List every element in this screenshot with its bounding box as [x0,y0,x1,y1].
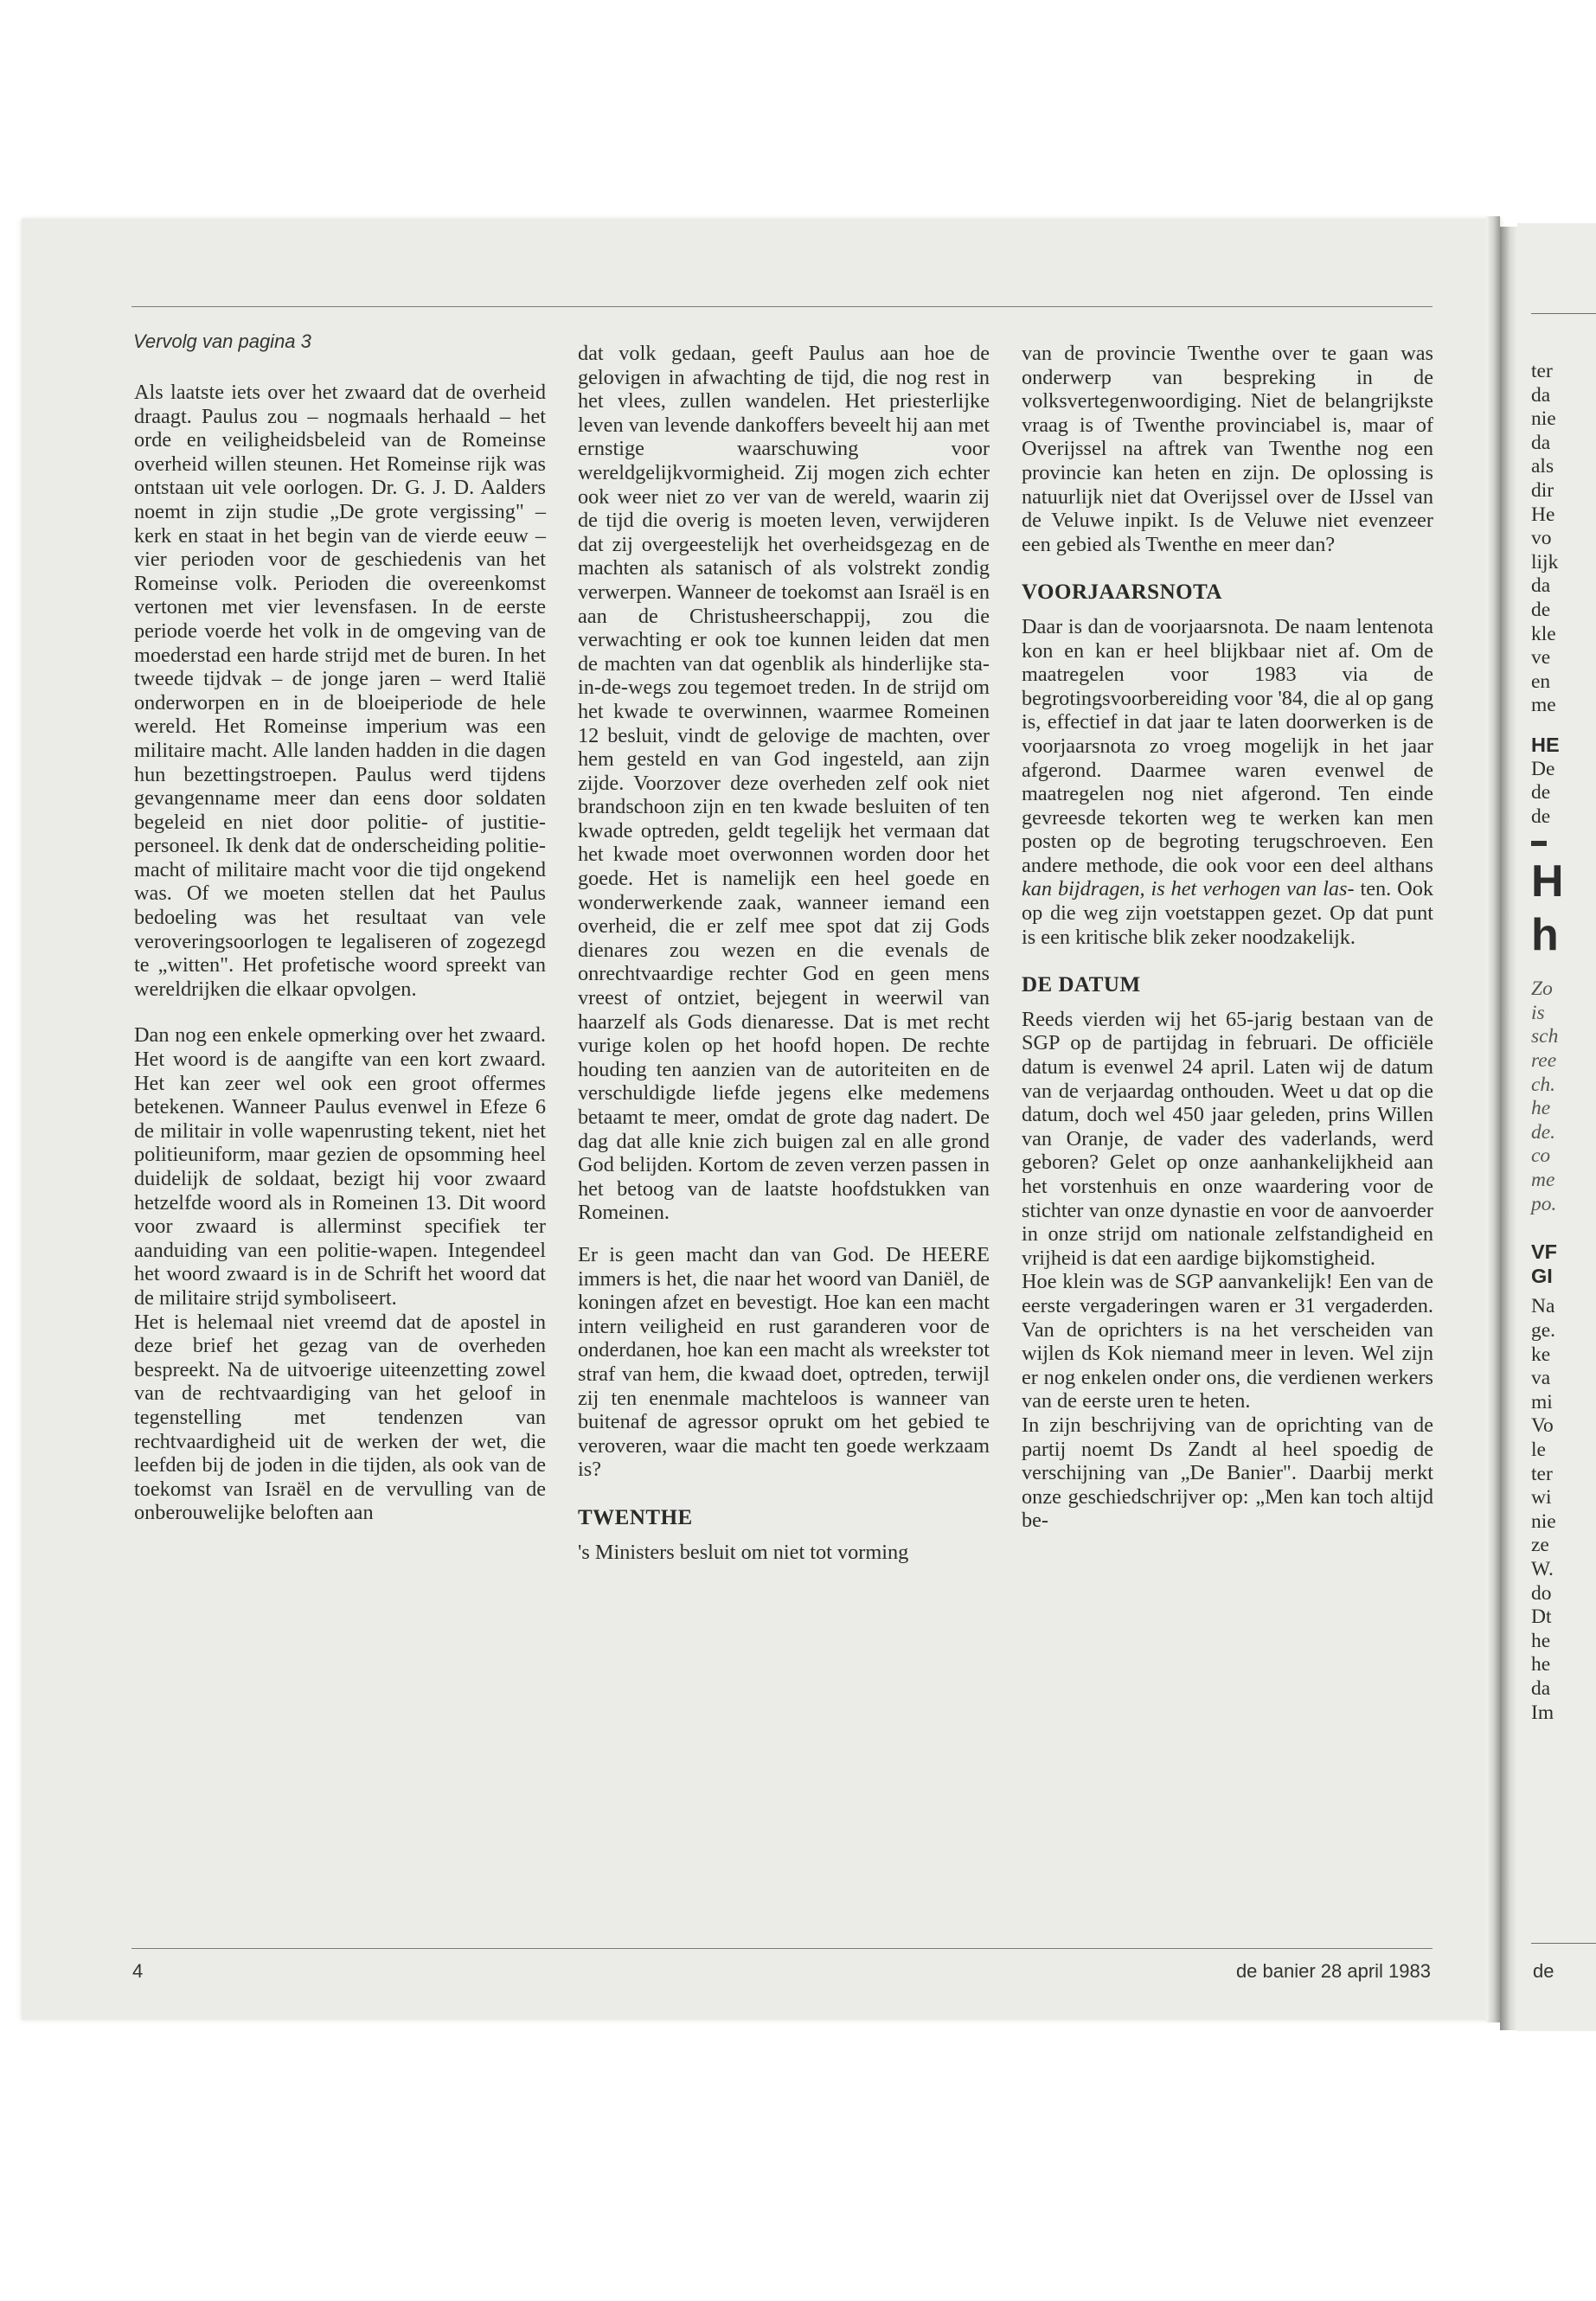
text-fragment: ze [1531,1534,1549,1557]
text-fragment: ter [1531,360,1553,382]
binding-gutter [1500,227,1517,2030]
footer-publication: de banier 28 april 1983 [1235,1960,1431,1982]
next-page-footer-rule [1531,1943,1596,1944]
text-fragment: wi [1531,1486,1552,1509]
continued-from-label: Vervolg van pagina 3 [133,330,311,352]
paragraph: Het is helemaal niet vreemd dat de apostel in deze brief het gezag van de overheden bespreekt. Na de uitvoerige uiteenzetting zowel van de rechtvaardiging van het geloof in tegenstelling met tendenzen van rechtvaardigheid uit de werken der wet, die leefden bij de joden in die tijden, als ook van de toekomst van Israël en de vervulling van de onberouwelijke beloften aan [134,1310,546,1525]
dash-fragment [1531,829,1596,855]
text-fragment: he [1531,1653,1551,1676]
text-fragment: He [1531,503,1555,526]
paragraph: van de provincie Twenthe over te gaan was onderwerp van bespreking in de volksvertegenwoordiging. Niet de belangrijkste vraag is of Twenthe provinciabel is, maar of Overijssel na aftrek van Twenthe nog een provincie kan heten en zijn. De oplossing is natuurlijk niet dat Overijssel over de IJssel van de Veluwe inpikt. Is de Veluwe niet evenzeer een gebied als Twenthe en meer dan? [1022,342,1433,556]
heading-fragment: VF [1531,1240,1558,1264]
text-fragment: de [1531,598,1551,621]
article-column-1 [134,381,546,1543]
italic-fragment: co [1531,1144,1551,1168]
italic-fragment: de. [1531,1120,1556,1144]
page-number: 4 [132,1960,144,1982]
text-fragment: da [1531,431,1551,454]
article-column-2 [578,342,990,1564]
section-heading-twenthe: TWENTHE [578,1505,693,1529]
text-fragment: da [1531,574,1551,598]
paragraph: Hoe klein was de SGP aanvankelijk! Een van de eerste vergaderingen waren er 31 vergaderden. Van de oprichters is na het verscheiden van wijlen ds Kok niemand meer in leven. Wel zijn er nog enkelen onder ons, die verdienen werkers van de eerste uren te heten. [1022,1270,1433,1413]
text-fragment: me [1531,694,1556,717]
paragraph: Er is geen macht dan van God. De HEERE immers is het, die naar het woord van Daniël, de koningen afzet en bevestigt. Hoe kan een macht intern veiligheid en rust garanderen voor de onderdanen, hoe kan een macht als wreekster tot straf van hem, die kwaad doet, optreden, terwijl zij ten enenmale machteloos is wanneer van buitenaf de agressor oprukt om het gebied te veroveren, waar die macht ten goede werkzaam is? [578,1242,990,1482]
text-fragment: va [1531,1367,1551,1390]
text-fragment: De [1531,757,1555,780]
italic-phrase: kan bijdragen, is het verhogen van las- [1022,877,1355,901]
paragraph: Als laatste iets over het zwaard dat de overheid draagt. Paulus zou – nogmaals herhaald – het orde en veiligheidsbeleid van de Romeinse overheid willen steunen. Het Romeinse rijk was ontstaan uit vele oorlogen. Dr. G. J. D. Aalders noemt in zijn studie „De grote vergissing" – kerk en staat in het begin van de vierde eeuw – vier perioden voor de geschiedenis van het Romeinse volk. Perioden die overeenkomst vertonen met vier levensfasen. In de eerste periode voerde het volk in de omgeving van de moederstad een harde strijd met de buren. In het tweede tijdvak – de jonge jaren – werd Italië onderworpen en in de bloeiperiode de hele wereld. Het Romeinse imperium was een militaire macht. Alle landen hadden in die dagen hun bezettingstroepen. Paulus werd tijdens gevangenname meer dan eens door soldaten begeleid en niet door politie- of justitie-personeel. Ik denk dat de onderscheiding politie-macht of militaire macht voor die tijd ongekend was. Of we moeten stellen dat het Paulus bedoeling was het resultaat van vele veroveringsoorlogen te legaliseren of zogezegd te „witten". Het profetische woord spreekt van wereldrijken die elkaar opvolgen. [134,381,546,1001]
text-fragment: dir [1531,478,1554,502]
text-fragment: nie [1531,1509,1556,1533]
header-rule [131,306,1433,307]
text-fragment: ke [1531,1343,1551,1366]
text-fragment: en [1531,670,1551,693]
text-fragment: Dt [1531,1606,1552,1629]
text-fragment: ge. [1531,1319,1556,1342]
headline-fragment: H [1531,856,1564,907]
article-column-3 [1022,342,1433,1533]
paragraph: 's Ministers besluit om niet tot vorming [578,1540,909,1564]
italic-fragment: sch [1531,1025,1559,1048]
italic-fragment: ch. [1531,1073,1556,1096]
text-fragment: he [1531,1629,1551,1652]
text-fragment: de [1531,804,1551,828]
text-fragment: mi [1531,1390,1553,1413]
paragraph [1022,615,1433,949]
page-fold [1486,216,1500,2022]
text-fragment: le [1531,1438,1546,1461]
paragraph: Reeds vierden wij het 65-jarig bestaan van de SGP op de partijdag in februari. De officiële datum is evenwel 24 april. Laten wij de datum van de verjaardag onthouden. Weet u dat op die datum, doch wel 450 jaar geleden, prins Willen van Oranje, de vader des vaderlands, werd geboren? Gelet op onze aanhankelijkheid aan het vorstenhuis en onze waardering voor de stichter van onze dynastie en voor de aanvoerder in onze strijd om nationale zelfstandigheid en vrijheid is dat een aardige bijkomstigheid. [1022,1007,1433,1270]
headline-fragment: h [1531,910,1559,961]
text-fragment: da [1531,383,1551,407]
italic-fragment: me [1531,1169,1555,1192]
text-fragment: do [1531,1581,1552,1605]
paragraph-text: ten. Ook op die weg zijn voetstappen gezet. Op dat punt is een kritische blik zeker noodzakelijk. [1022,877,1433,949]
text-fragment: W. [1531,1557,1554,1580]
paragraph: In zijn beschrijving van de oprichting van de partij noemt Ds Zandt al heel spoedig de verschijning van „De Banier". Daarbij merkt onze geschiedschrijver op: „Men kan toch altijd be- [1022,1413,1433,1533]
next-page-fragment [1517,223,1596,2031]
paragraph: dat volk gedaan, geeft Paulus aan hoe de gelovigen in afwachting de tijd, die nog rest in het vlees, zullen wandelen. Het priesterlijke leven van levende dankoffers beveelt hij aan met ernstige waarschuwing voor wereldgelijkvormigheid. Zij mogen zich echter ook weer niet zo ver van de wereld, waarin zij de tijd die overig is moeten leven, verwijderen dat zij overgeestelijk het overheidsgezag en de machten als satanisch of als volstrekt zondig verwerpen. Wanneer de toekomst aan Israël is en aan de Christusheerschappij, zou die verwachting er ook toe kunnen leiden dat men de machten van dat ogenblik als hinderlijke sta-in-de-wegs zou tegemoet treden. In de strijd om het kwade te overwinnen, waarmee Romeinen 12 besluit, vindt de gelovige de machten, over hem gesteld en van God ingesteld, aan zijn zijde. Voorzover deze overheden zelf ook niet brandschoon zijn en ten kwade besluiten of ten kwade optreden, geldt tegelijk het vermaan dat het kwade moet overwonnen worden door het goede. Het is namelijk een heel goede en wonderwerkende zaak, wanneer iemand een overheid, die er zelf mee spot dat zij Gods dienares zou wezen en die evenals de onrechtvaardige rechter God en geen mens vreest of ontziet, bejegent in weerwil van haarzelf als Gods dienaresse. Dat is met recht vurige kolen op het hoofd hopen. De rechte houding ten aanzien van de autoriteiten en de verschuldigde liefde jegens elke medemens betaamt te meer, omdat de grote dag nadert. De dag dat alle knie zich buigen zal en alle grond God belijden. Kortom de zeven verzen passen in het betoog van de laatste hoofdstukken van Romeinen. [578,342,990,1225]
heading-fragment: GI [1531,1264,1553,1287]
text-fragment: vo [1531,527,1552,550]
text-fragment: kle [1531,622,1556,645]
next-page-text-a [1531,360,1596,1725]
section-heading-voorjaarsnota: VOORJAARSNOTA [1022,580,1222,605]
italic-fragment: he [1531,1097,1551,1120]
paragraph: Dan nog een enkele opmerking over het zwaard. Het woord is de aangifte van een kort zwaard. Het kan zeer wel ook een groot offermes betekenen. Wanneer Paulus evenwel in Efeze 6 de militair in volle wapenrusting tekent, niet het politieuniform, maar gezien de opsomming heel duidelijk de soldaat, bezigt hij voor zwaard hetzelfde woord als in Romeinen 13. Dit woord voor zwaard is allerminst specifiek ter aanduiding van een politie-wapen. Integendeel het woord zwaard is in de Schrift het woord dat de militaire strijd symboliseert. [134,1023,546,1310]
text-fragment: Im [1531,1701,1554,1724]
text-fragment: de [1531,781,1551,804]
next-page-header-rule [1531,313,1596,314]
text-fragment: ve [1531,646,1551,670]
text-fragment: Vo [1531,1414,1554,1438]
italic-fragment: Zo [1531,977,1553,1001]
italic-fragment: po. [1531,1192,1557,1215]
section-heading-de-datum: DE DATUM [1022,973,1141,997]
text-fragment: lijk [1531,550,1559,574]
text-fragment: nie [1531,407,1556,431]
text-fragment: Na [1531,1295,1555,1318]
text-fragment: als [1531,455,1554,478]
italic-fragment: ree [1531,1049,1557,1073]
next-page-footer-fragment: de [1533,1960,1554,1982]
heading-fragment: HE [1531,733,1560,756]
footer-rule [131,1948,1433,1949]
paragraph-text: Daar is dan de voorjaarsnota. De naam lentenota kon en kan er heel blijkbaar niet af. Om de maatregelen voor 1983 via de begrotingsvoorbereiding voor '84, die al op gang is, effectief in dat jaar te laten doorwerken is de voorjaarsnota zo vroeg mogelijk in het jaar afgerond. Daarmee waren evenwel de maatregelen nog niet afgerond. Ten einde gevreesde tekorten weg te werken kan men posten op de begroting terugschroeven. Een andere methode, die ook voor een deel althans [1022,614,1433,877]
text-fragment: ter [1531,1462,1553,1485]
text-fragment: da [1531,1676,1551,1700]
italic-fragment: is [1531,1001,1545,1024]
